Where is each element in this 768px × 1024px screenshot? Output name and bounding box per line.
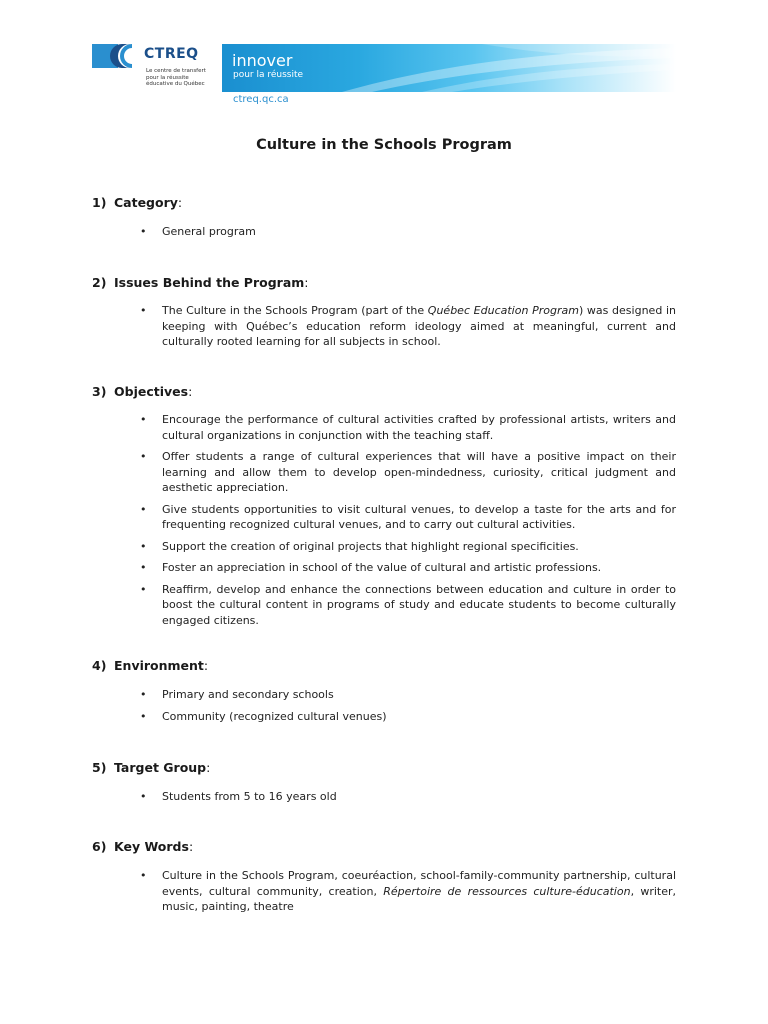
logo-name: CTREQ [144, 46, 199, 62]
banner [222, 44, 676, 92]
list-item: • General program [162, 224, 676, 240]
header [92, 44, 676, 106]
list-item: • Reaffirm, develop and enhance the connections between education and culture in order to boost the cultural content in programs of study and educate students to become culturally engaged citizens. [162, 582, 676, 629]
target-group-list [162, 789, 676, 811]
list-item: • Culture in the Schools Program, coeuréaction, school-family-community partnership, cultural events, cultural community, creation, Répertoire de ressources culture-éducation, writer, music, painting, theatre [162, 868, 676, 915]
environment-list [162, 687, 676, 730]
website-link[interactable]: ctreq.qc.ca [233, 94, 289, 105]
list-item: • Support the creation of original projects that highlight regional specificities. [162, 539, 676, 555]
section-heading-target-group: 5) Target Group: [92, 760, 211, 775]
ctreq-logo-icon [92, 44, 140, 68]
key-words-list [162, 868, 676, 921]
section-heading-environment: 4) Environment: [92, 658, 209, 673]
list-item: • Encourage the performance of cultural activities crafted by professional artists, writers and cultural organizations in conjunction with the teaching staff. [162, 412, 676, 443]
issues-list [162, 303, 676, 356]
banner-subtitle: pour la réussite [233, 70, 304, 80]
section-heading-issues: 2) Issues Behind the Program: [92, 275, 309, 290]
category-list [162, 224, 676, 246]
list-item: • Students from 5 to 16 years old [162, 789, 676, 805]
section-heading-key-words: 6) Key Words: [92, 839, 194, 854]
logo-tagline: Le centre de transfert pour la réussite éducative du Québec [146, 68, 206, 87]
banner-title: innover [232, 51, 293, 70]
list-item: • Community (recognized cultural venues) [162, 709, 676, 725]
list-item: • Foster an appreciation in school of the value of cultural and artistic professions. [162, 560, 676, 576]
list-item: • Offer students a range of cultural experiences that will have a positive impact on their learning and allow them to develop open-mindedness, curiosity, critical judgment and aesthetic appreciation. [162, 449, 676, 496]
section-heading-objectives: 3) Objectives: [92, 384, 193, 399]
objectives-list [162, 412, 676, 634]
list-item: • The Culture in the Schools Program (part of the Québec Education Program) was designed in keeping with Québec’s education reform ideology aimed at meaningful, current and culturally rooted learning for all subjects in school. [162, 303, 676, 350]
list-item: • Give students opportunities to visit cultural venues, to develop a taste for the arts and for frequenting recognized cultural venues, and to carry out cultural activities. [162, 502, 676, 533]
page-title: Culture in the Schools Program [256, 137, 512, 153]
section-heading-category: 1) Category: [92, 195, 183, 210]
list-item: • Primary and secondary schools [162, 687, 676, 703]
